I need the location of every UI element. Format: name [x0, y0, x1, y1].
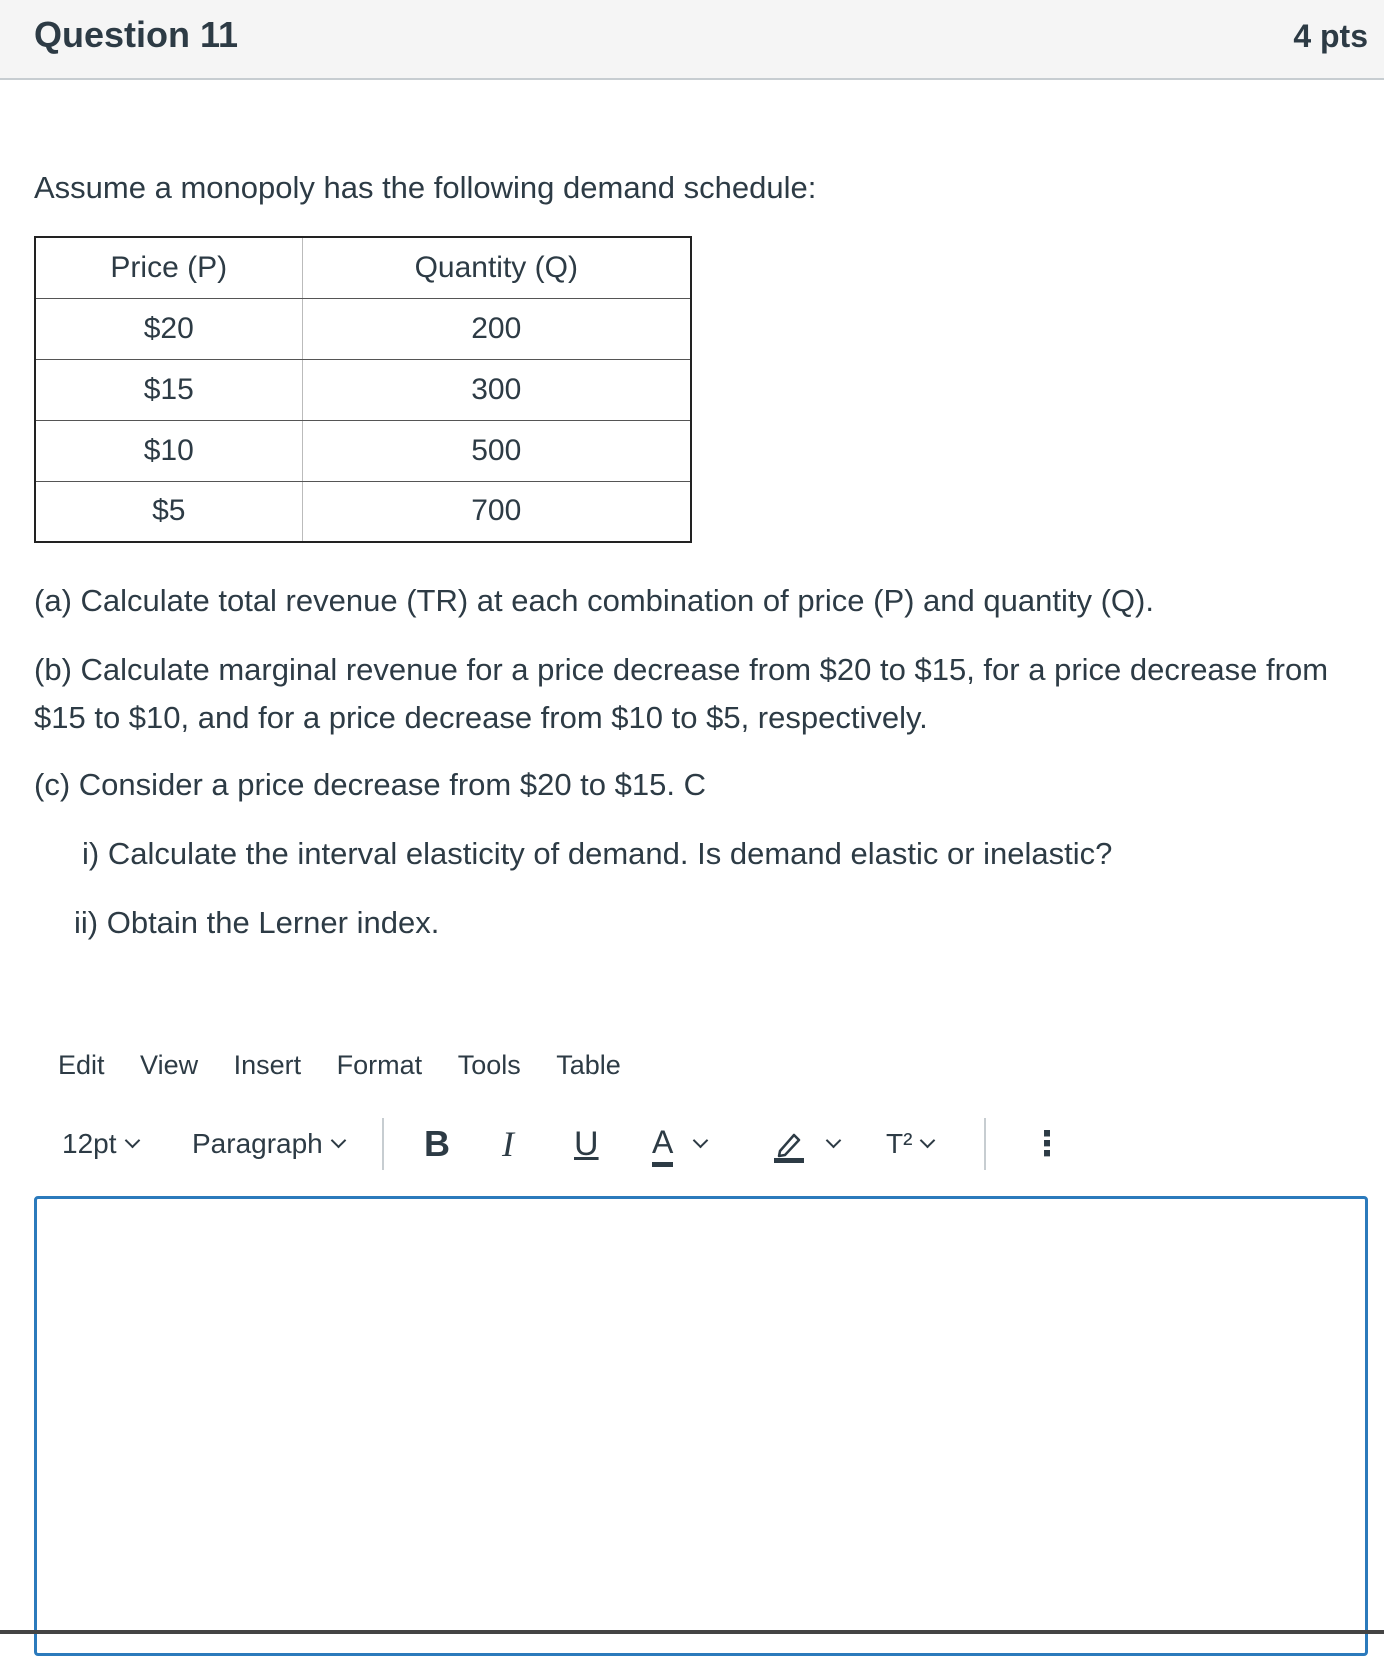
column-header-quantity: Quantity (Q)	[302, 237, 691, 298]
column-header-price: Price (P)	[35, 237, 302, 298]
menu-tools[interactable]: Tools	[457, 1050, 521, 1080]
toolbar-divider	[382, 1118, 384, 1170]
question-part-c-ii: ii) Obtain the Lerner index.	[74, 905, 440, 940]
price-cell: $20	[35, 298, 302, 359]
underline-button[interactable]: U	[574, 1125, 599, 1163]
table-row	[35, 420, 691, 481]
price-cell: $10	[35, 420, 302, 481]
demand-schedule-table	[34, 236, 692, 543]
question-part-b: (b) Calculate marginal revenue for a price decrease from $20 to $15, for a price decrease from $15 to $10, and for a price decrease from $10 to $5, respectively.	[34, 652, 1329, 735]
toolbar-divider	[984, 1118, 986, 1170]
question-points: 4 pts	[1293, 18, 1368, 54]
superscript-button[interactable]	[886, 1116, 933, 1172]
menu-insert[interactable]: Insert	[233, 1050, 302, 1080]
editor-menubar	[58, 1050, 649, 1081]
highlight-color-button[interactable]	[774, 1116, 839, 1172]
question-part-a: (a) Calculate total revenue (TR) at each combination of price (P) and quantity (Q).	[34, 583, 1154, 618]
question-intro: Assume a monopoly has the following demand schedule:	[34, 170, 817, 205]
table-row	[35, 298, 691, 359]
bottom-border	[0, 1630, 1384, 1634]
block-format-value: Paragraph	[192, 1128, 323, 1159]
superscript-label: T²	[886, 1128, 913, 1159]
question-header	[0, 0, 1384, 80]
chevron-down-icon	[124, 1133, 140, 1149]
quantity-cell: 300	[302, 359, 691, 420]
chevron-down-icon	[826, 1133, 842, 1149]
editor-toolbar	[62, 1116, 1062, 1172]
text-color-label: A	[652, 1122, 673, 1167]
menu-format[interactable]: Format	[336, 1050, 423, 1080]
question-part-c-i: i) Calculate the interval elasticity of demand. Is demand elastic or inelastic?	[82, 836, 1113, 871]
chevron-down-icon	[330, 1133, 346, 1149]
table-row	[35, 359, 691, 420]
block-format-dropdown[interactable]	[192, 1116, 344, 1172]
font-size-value: 12pt	[62, 1128, 117, 1159]
font-size-dropdown[interactable]	[62, 1116, 138, 1172]
question-part-c: (c) Consider a price decrease from $20 to $15. C	[34, 767, 706, 802]
bold-button[interactable]: B	[424, 1123, 450, 1164]
text-color-button[interactable]	[652, 1116, 706, 1172]
quantity-cell: 700	[471, 494, 522, 528]
chevron-down-icon	[920, 1133, 936, 1149]
quantity-cell: 200	[302, 298, 691, 359]
menu-view[interactable]: View	[140, 1050, 199, 1080]
price-cell: $5	[35, 481, 302, 542]
chevron-down-icon	[693, 1133, 709, 1149]
menu-edit[interactable]: Edit	[58, 1050, 105, 1080]
table-header-row	[35, 237, 691, 298]
rich-text-editor-area[interactable]	[34, 1196, 1368, 1656]
menu-table[interactable]: Table	[556, 1050, 621, 1080]
quantity-cell: 500	[302, 420, 691, 481]
question-title: Question 11	[34, 14, 239, 55]
italic-button[interactable]: I	[502, 1124, 514, 1164]
table-row	[35, 481, 691, 542]
more-options-button[interactable]: ⋮	[1030, 1125, 1064, 1163]
price-cell: $15	[35, 359, 302, 420]
highlighter-icon	[774, 1129, 804, 1163]
